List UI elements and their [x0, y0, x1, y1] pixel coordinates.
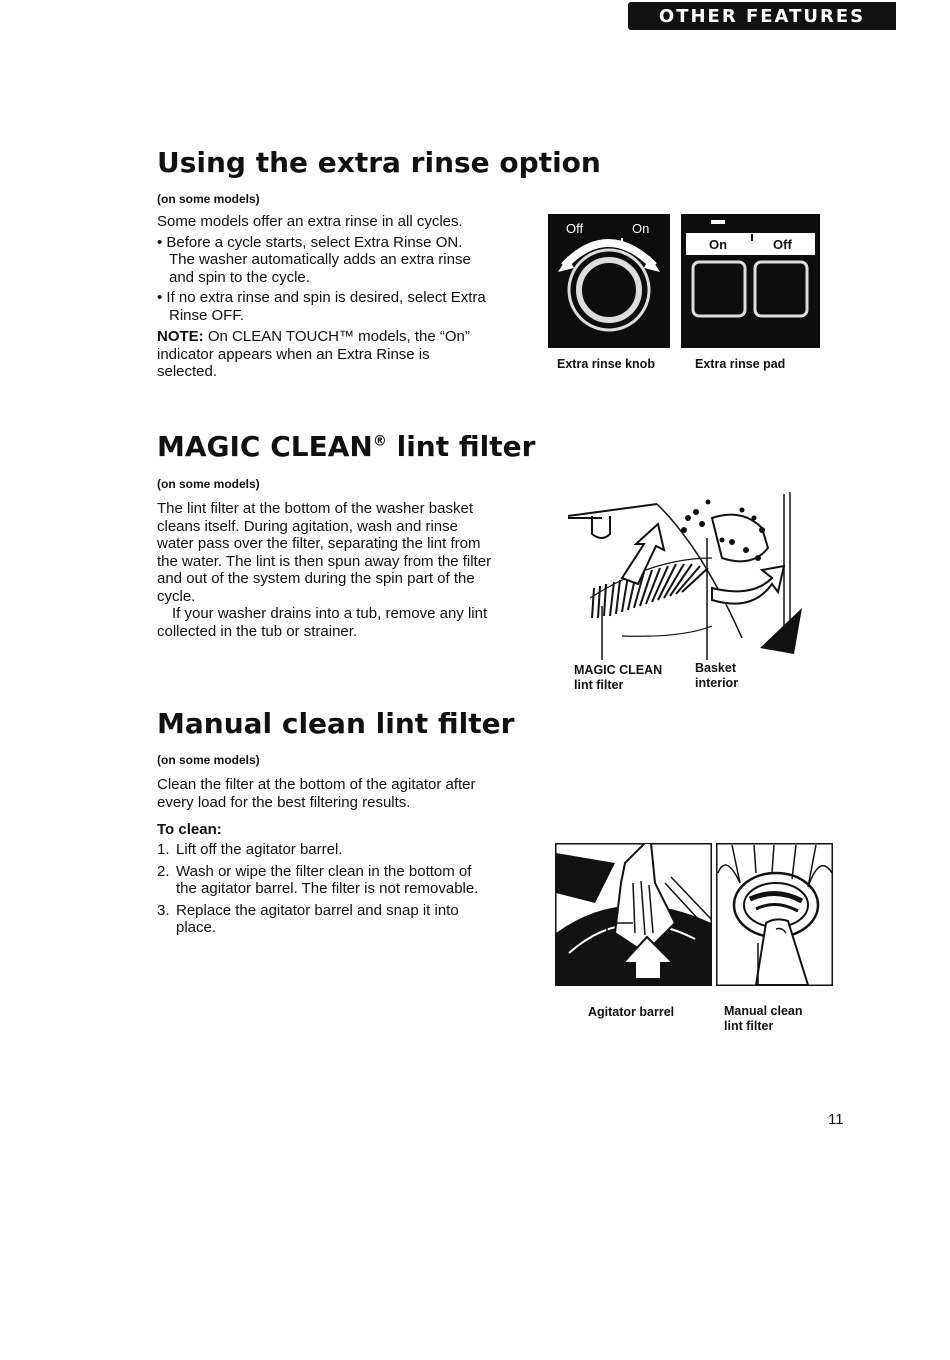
section-subtitle: (on some models) — [157, 753, 260, 767]
note-text: NOTE: On CLEAN TOUCH™ models, the “On” indicator appears when an Extra Rinse is selected. — [157, 328, 470, 380]
bullet-item: • If no extra rinse and spin is desired, select Extra Rinse OFF. — [157, 289, 486, 324]
magic-clean-paragraph: The lint filter at the bottom of the washer basket cleans itself. During agitation, wash and rinse water pass over the filter, separating the lint from the water. The lint is then spun away from the filter and out of the system during the spin part of the cycle. — [157, 500, 492, 605]
page-number: 11 — [828, 1111, 844, 1128]
extra-rinse-text — [157, 213, 492, 381]
section-title-magic-clean: MAGIC CLEAN® lint filter — [157, 430, 536, 463]
extra-rinse-pad-illustration — [681, 214, 820, 348]
extra-rinse-knob-illustration — [548, 214, 670, 348]
pad-label-off: Off — [773, 237, 792, 252]
to-clean-heading: To clean: — [157, 821, 222, 838]
manual-clean-intro: Clean the filter at the bottom of the agitator after every load for the best filtering results. — [157, 776, 476, 811]
section-subtitle: (on some models) — [157, 192, 260, 206]
drain-tub-paragraph: If your washer drains into a tub, remove any lint collected in the tub or strainer. — [157, 605, 488, 640]
intro-text: Some models offer an extra rinse in all cycles. — [157, 213, 463, 230]
pad-label-on: On — [709, 237, 728, 252]
knob-label-on: On — [632, 221, 650, 236]
caption-extra-rinse-knob: Extra rinse knob — [557, 357, 655, 371]
magic-clean-text — [157, 500, 497, 640]
caption-extra-rinse-pad: Extra rinse pad — [695, 357, 786, 371]
caption-manual-clean-filter: Manual clean lint filter — [724, 1004, 803, 1033]
section-subtitle: (on some models) — [157, 477, 260, 491]
section-title-manual-clean: Manual clean lint filter — [157, 707, 515, 740]
bullet-item: • Before a cycle starts, select Extra Rinse ON. The washer automatically adds an extra rinse and spin to the cycle. — [157, 233, 471, 286]
section-tag: OTHER FEATURES — [628, 2, 896, 30]
manual-clean-filter-illustration — [716, 843, 833, 986]
step-item: 1. Lift off the agitator barrel. — [157, 841, 343, 858]
step-item: 2. Wash or wipe the filter clean in the bottom of the agitator barrel. The filter is not removable. — [157, 862, 479, 897]
magic-clean-filter-illustration — [562, 488, 822, 660]
step-item: 3. Replace the agitator barrel and snap it into place. — [157, 901, 459, 936]
section-title-extra-rinse: Using the extra rinse option — [157, 146, 601, 179]
cleaning-steps — [157, 841, 487, 941]
knob-label-off: Off — [566, 221, 584, 236]
caption-basket-interior: Basket interior — [695, 661, 739, 690]
caption-agitator-barrel: Agitator barrel — [588, 1005, 675, 1019]
caption-magic-clean-filter: MAGIC CLEAN lint filter — [574, 663, 663, 692]
agitator-barrel-illustration — [555, 843, 712, 986]
